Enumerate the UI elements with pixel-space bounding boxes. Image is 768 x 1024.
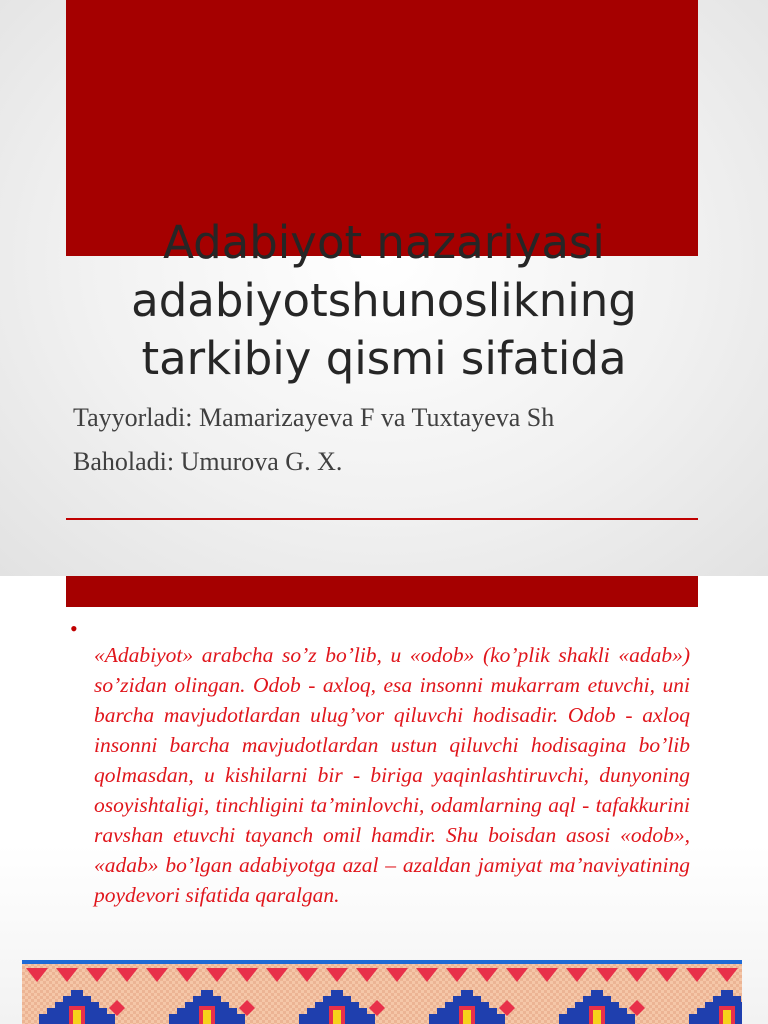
red-header-bar <box>66 576 698 607</box>
red-divider-line <box>66 518 698 520</box>
title-line-1: Adabiyot nazariyasi <box>163 216 605 269</box>
bullet-marker: • <box>70 616 78 641</box>
slide-title <box>40 214 728 388</box>
prepared-by-text: Tayyorladi: Mamarizayeva F va Tuxtayeva Sh <box>73 403 555 432</box>
ornament-border <box>22 960 742 1024</box>
content-slide <box>0 576 768 1024</box>
title-line-2: adabiyotshunoslikning <box>131 274 637 327</box>
body-paragraph: «Adabiyot» arabcha so’z bo’lib, u «odob» (ko’plik shakli «adab») so’zidan olingan. Odob - axloq, esa insonni mukarram etuvchi, uni barcha mavjudotlardan ulug’vor qiluvchi hodisadir. Odob - axloq insonni barcha mavjudotlardan ustun qiluvchi hodisagina bo’lib qolmasdan, u kishilarni bir - biriga yaqinlashtiruvchi, dunyoning osoyishtaligi, tinchligini ta’minlovchi, odamlarning aql - tafakkurini ravshan etuvchi tayanch omil hamdir. Shu boisdan asosi «odob», «adab» bo’lgan adabiyotga azal – azaldan jamiyat ma’naviyatining poydevori sifatida qaralgan. <box>94 643 690 907</box>
graded-by-text: Baholadi: Umurova G. X. <box>73 447 343 476</box>
title-line-3: tarkibiy qismi sifatida <box>141 332 627 385</box>
